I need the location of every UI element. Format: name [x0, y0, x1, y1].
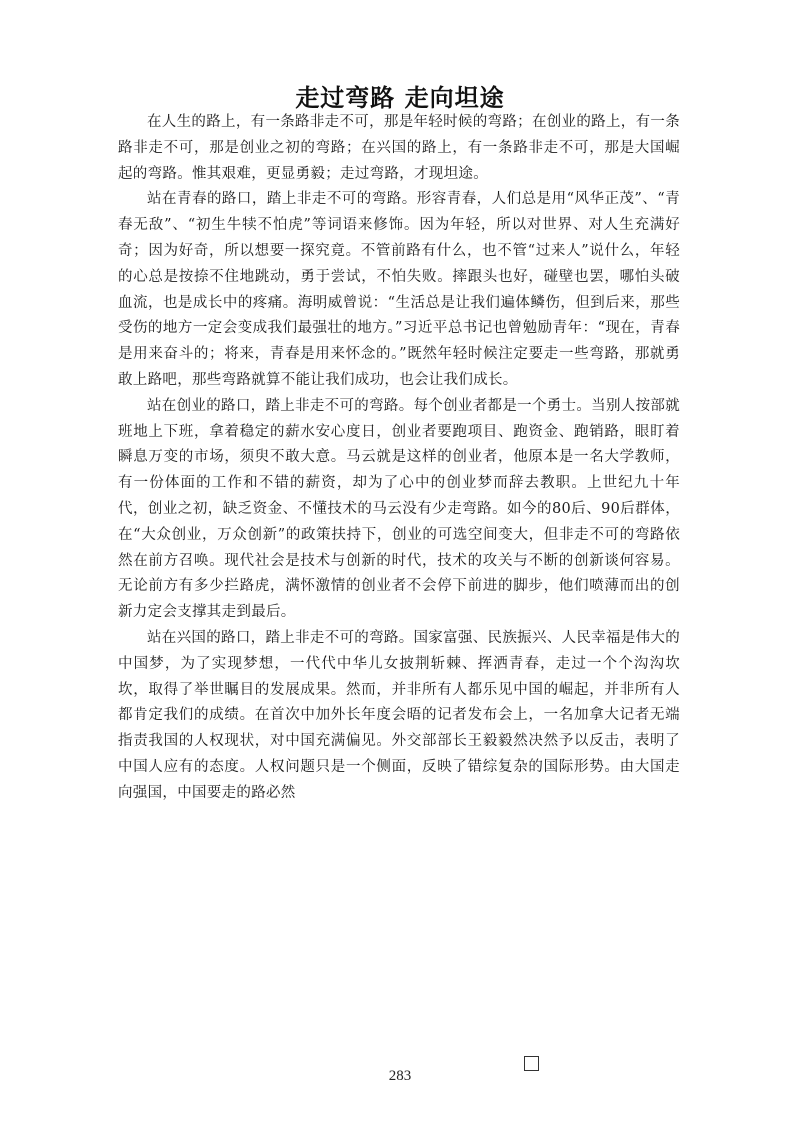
paragraph-entrepreneurship: 站在创业的路口，踏上非走不可的弯路。每个创业者都是一个勇士。当别人按部就班地上下班，拿着稳定的薪水安心度日，创业者要跑项目、跑资金、跑销路，眼盯着瞬息万变的市场，须臾不敢大意。马云就是这样的创业者，他原本是一名大学教师，有一份体面的工作和不错的薪资，却为了心中的创业梦而辞去教职。上世纪九十年代，创业之初，缺乏资金、不懂技术的马云没有少走弯路。如今的80后、90后群体，在“大众创业，万众创新”的政策扶持下，创业的可选空间变大，但非走不可的弯路依然在前方召唤。现代社会是技术与创新的时代，技术的攻关与不断的创新谈何容易。无论前方有多少拦路虎，满怀激情的创业者不会停下前进的脚步，他们喷薄而出的创新力定会支撑其走到最后。 — [118, 397, 680, 621]
paragraph-nation: 站在兴国的路口，踏上非走不可的弯路。国家富强、民族振兴、人民幸福是伟大的中国梦，为了实现梦想，一代代中华儿女披荆斩棘、挥洒青春，走过一个个沟沟坎坎，取得了举世瞩目的发展成果。然而，并非所有人都乐见中国的崛起，并非所有人都肯定我们的成绩。在首次中加外长年度会晤的记者发布会上，一名加拿大记者无端指责我国的人权现状，对中国充满偏见。外交部部长王毅毅然决然予以反击，表明了中国人应有的态度。人权问题只是一个侧面，反映了错综复杂的国际形势。由大国走向强国，中国要走的路必然 — [118, 629, 680, 801]
paragraph-youth: 站在青春的路口，踏上非走不可的弯路。形容青春，人们总是用“风华正茂”、“青春无敌”、“初生牛犊不怕虎”等词语来修饰。因为年轻，所以对世界、对人生充满好奇；因为好奇，所以想要一探究竟。不管前路有什么，也不管“过来人”说什么，年轻的心总是按捺不住地跳动，勇于尝试，不怕失败。摔跟头也好，碰壁也罢，哪怕头破血流，也是成长中的疼痛。海明威曾说：“生活总是让我们遍体鳞伤，但到后来，那些受伤的地方一定会变成我们最强壮的地方。”习近平总书记也曾勉励青年：“现在，青春是用来奋斗的；将来，青春是用来怀念的。”既然年轻时候注定要走一些弯路，那就勇敢上路吧，那些弯路就算不能让我们成功，也会让我们成长。 — [118, 191, 680, 388]
page-title: 走过弯路 走向坦途 — [295, 84, 505, 113]
page-number: 283 — [388, 1068, 412, 1084]
paragraph-intro: 在人生的路上，有一条路非走不可，那是年轻时候的弯路；在创业的路上，有一条路非走不可，那是创业之初的弯路；在兴国的路上，有一条路非走不可，那是大国崛起的弯路。惟其艰难，更显勇毅；走过弯路，才现坦途。 — [118, 114, 680, 182]
article-body — [118, 110, 680, 807]
